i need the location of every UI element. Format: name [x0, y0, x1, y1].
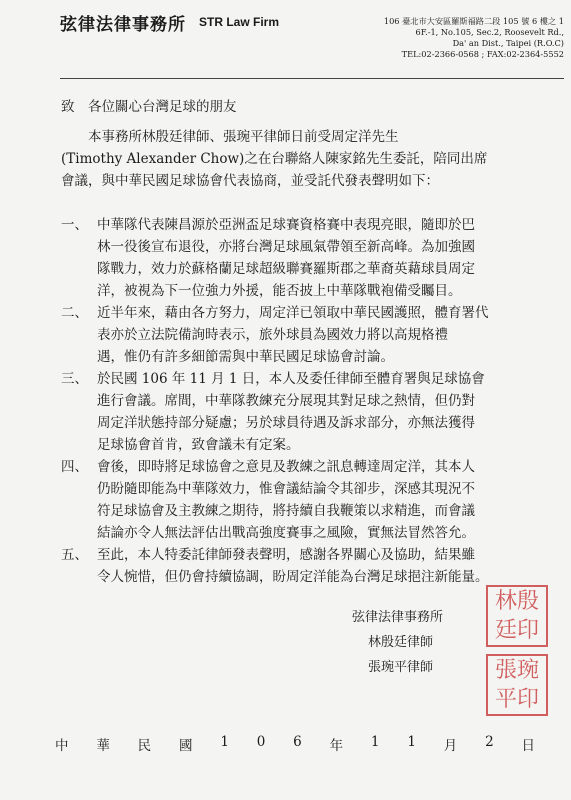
address-line: Da' an Dist., Taipei (R.O.C) — [452, 38, 564, 48]
item-line: 隊戰力，效力於蘇格蘭足球超級聯賽羅斯郡之華裔英藉球員周定 — [97, 261, 475, 277]
salutation: 致 各位關心台灣足球的朋友 — [61, 99, 237, 115]
header-divider — [60, 78, 564, 79]
signature-lawyer-1: 林殷廷律師 — [368, 635, 434, 650]
item-line: 符足球協會及主教練之期待，將持續自我鞭策以求精進，而會議 — [97, 503, 475, 519]
item-line: 近半年來，藉由各方努力，周定洋已領取中華民國護照，體育署代 — [97, 305, 489, 321]
date-char: 2 — [485, 734, 494, 750]
item-line: 仍盼隨即能為中華隊效力，惟會議結論令其卻步，深感其現況不 — [97, 481, 475, 497]
item-number: 四、 — [61, 459, 88, 475]
statement-item — [61, 368, 566, 456]
intro-line: 會議，與中華民國足球協會代表協商，並受託代發表聲明如下： — [61, 173, 439, 189]
item-line: 周定洋狀態持部分疑慮；另於球員待遇及訴求部分，亦無法獲得 — [97, 415, 475, 431]
item-line: 足球協會首肯，致會議未有定案。 — [97, 437, 300, 453]
date-char: 日 — [521, 738, 535, 754]
item-number: 二、 — [61, 305, 88, 321]
statement-item — [61, 214, 566, 302]
item-text — [97, 302, 489, 368]
red-seal-stamp-2: 張琬 平印 — [486, 654, 548, 716]
address-line: 6F.-1, No.105, Sec.2, Roosevelt Rd., — [415, 27, 564, 37]
item-number: 一、 — [61, 217, 88, 233]
item-text — [97, 214, 475, 302]
item-line: 中華隊代表陳昌源於亞洲盃足球賽資格賽中表現亮眼，隨即於巴 — [97, 217, 475, 233]
date-char: 1 — [370, 734, 380, 750]
contact-line: TEL:02-2366-0568 ; FAX:02-2364-5552 — [401, 49, 564, 59]
item-line: 至此，本人特委託律師發表聲明，感謝各界關心及協助，結果雖 — [97, 547, 475, 563]
statement-item — [61, 302, 566, 368]
item-line: 令人惋惜，但仍會持續協調，盼周定洋能為台灣足球挹注新能量。 — [97, 569, 489, 585]
address-line: 106 臺北市大安區羅斯福路二段 105 號 6 樓之 1 — [383, 16, 564, 26]
statement-item — [61, 456, 566, 544]
statement-list — [61, 214, 566, 588]
date-char: 年 — [329, 738, 344, 754]
item-line: 於民國 106 年 11 月 1 日，本人及委任律師至體育署與足球協會 — [97, 371, 485, 387]
signature-block — [352, 605, 443, 680]
date-char: 6 — [293, 734, 302, 750]
intro-line: 本事務所林殷廷律師、張琬平律師日前受周定洋先生 — [88, 129, 399, 145]
date-char: 1 — [407, 734, 416, 750]
item-line: 遇，惟仍有許多細節需與中華民國足球協會討論。 — [97, 349, 394, 365]
firm-name-en: STR Law Firm — [199, 15, 280, 29]
statement-item — [61, 544, 566, 588]
item-number: 五、 — [61, 547, 88, 563]
document-date — [55, 734, 535, 754]
firm-name-cn: 弦律法律事務所 — [60, 15, 186, 35]
date-char: 月 — [443, 738, 458, 754]
date-char: 華 — [96, 738, 110, 754]
date-char: 國 — [178, 738, 193, 754]
item-text — [97, 456, 475, 544]
signature-lawyer-2: 張琬平律師 — [368, 660, 434, 675]
item-line: 洋，被視為下一位強力外援，能否披上中華隊戰袍備受矚目。 — [97, 283, 462, 299]
date-char: 1 — [220, 734, 229, 750]
date-char: 0 — [256, 734, 266, 750]
date-char: 中 — [55, 738, 69, 754]
item-text — [97, 368, 485, 456]
item-line: 進行會議。席間，中華隊教練充分展現其對足球之熱情，但仍對 — [97, 393, 475, 409]
item-number: 三、 — [61, 371, 88, 387]
date-char: 民 — [137, 738, 152, 754]
signature-firm: 弦律法律事務所 — [352, 610, 444, 625]
intro-line: (Timothy Alexander Chow)之在台聯絡人陳家銘先生委託，陪同出席 — [61, 151, 488, 167]
item-line: 會後，即時將足球協會之意見及教練之訊息轉達周定洋，其本人 — [97, 459, 475, 475]
item-text — [97, 544, 489, 588]
red-seal-stamp-1: 林殷 廷印 — [486, 585, 548, 647]
item-line: 表亦於立法院備詢時表示，旅外球員為國效力將以高規格禮 — [97, 327, 448, 343]
firm-address-block — [320, 16, 564, 60]
intro-paragraph — [61, 126, 561, 192]
item-line: 結論亦令人無法評估出戰高強度賽事之風險，實無法冒然答允。 — [97, 525, 475, 541]
item-line: 林一役後宣布退役，亦將台灣足球風氣帶領至新高峰。為加強國 — [97, 239, 475, 255]
